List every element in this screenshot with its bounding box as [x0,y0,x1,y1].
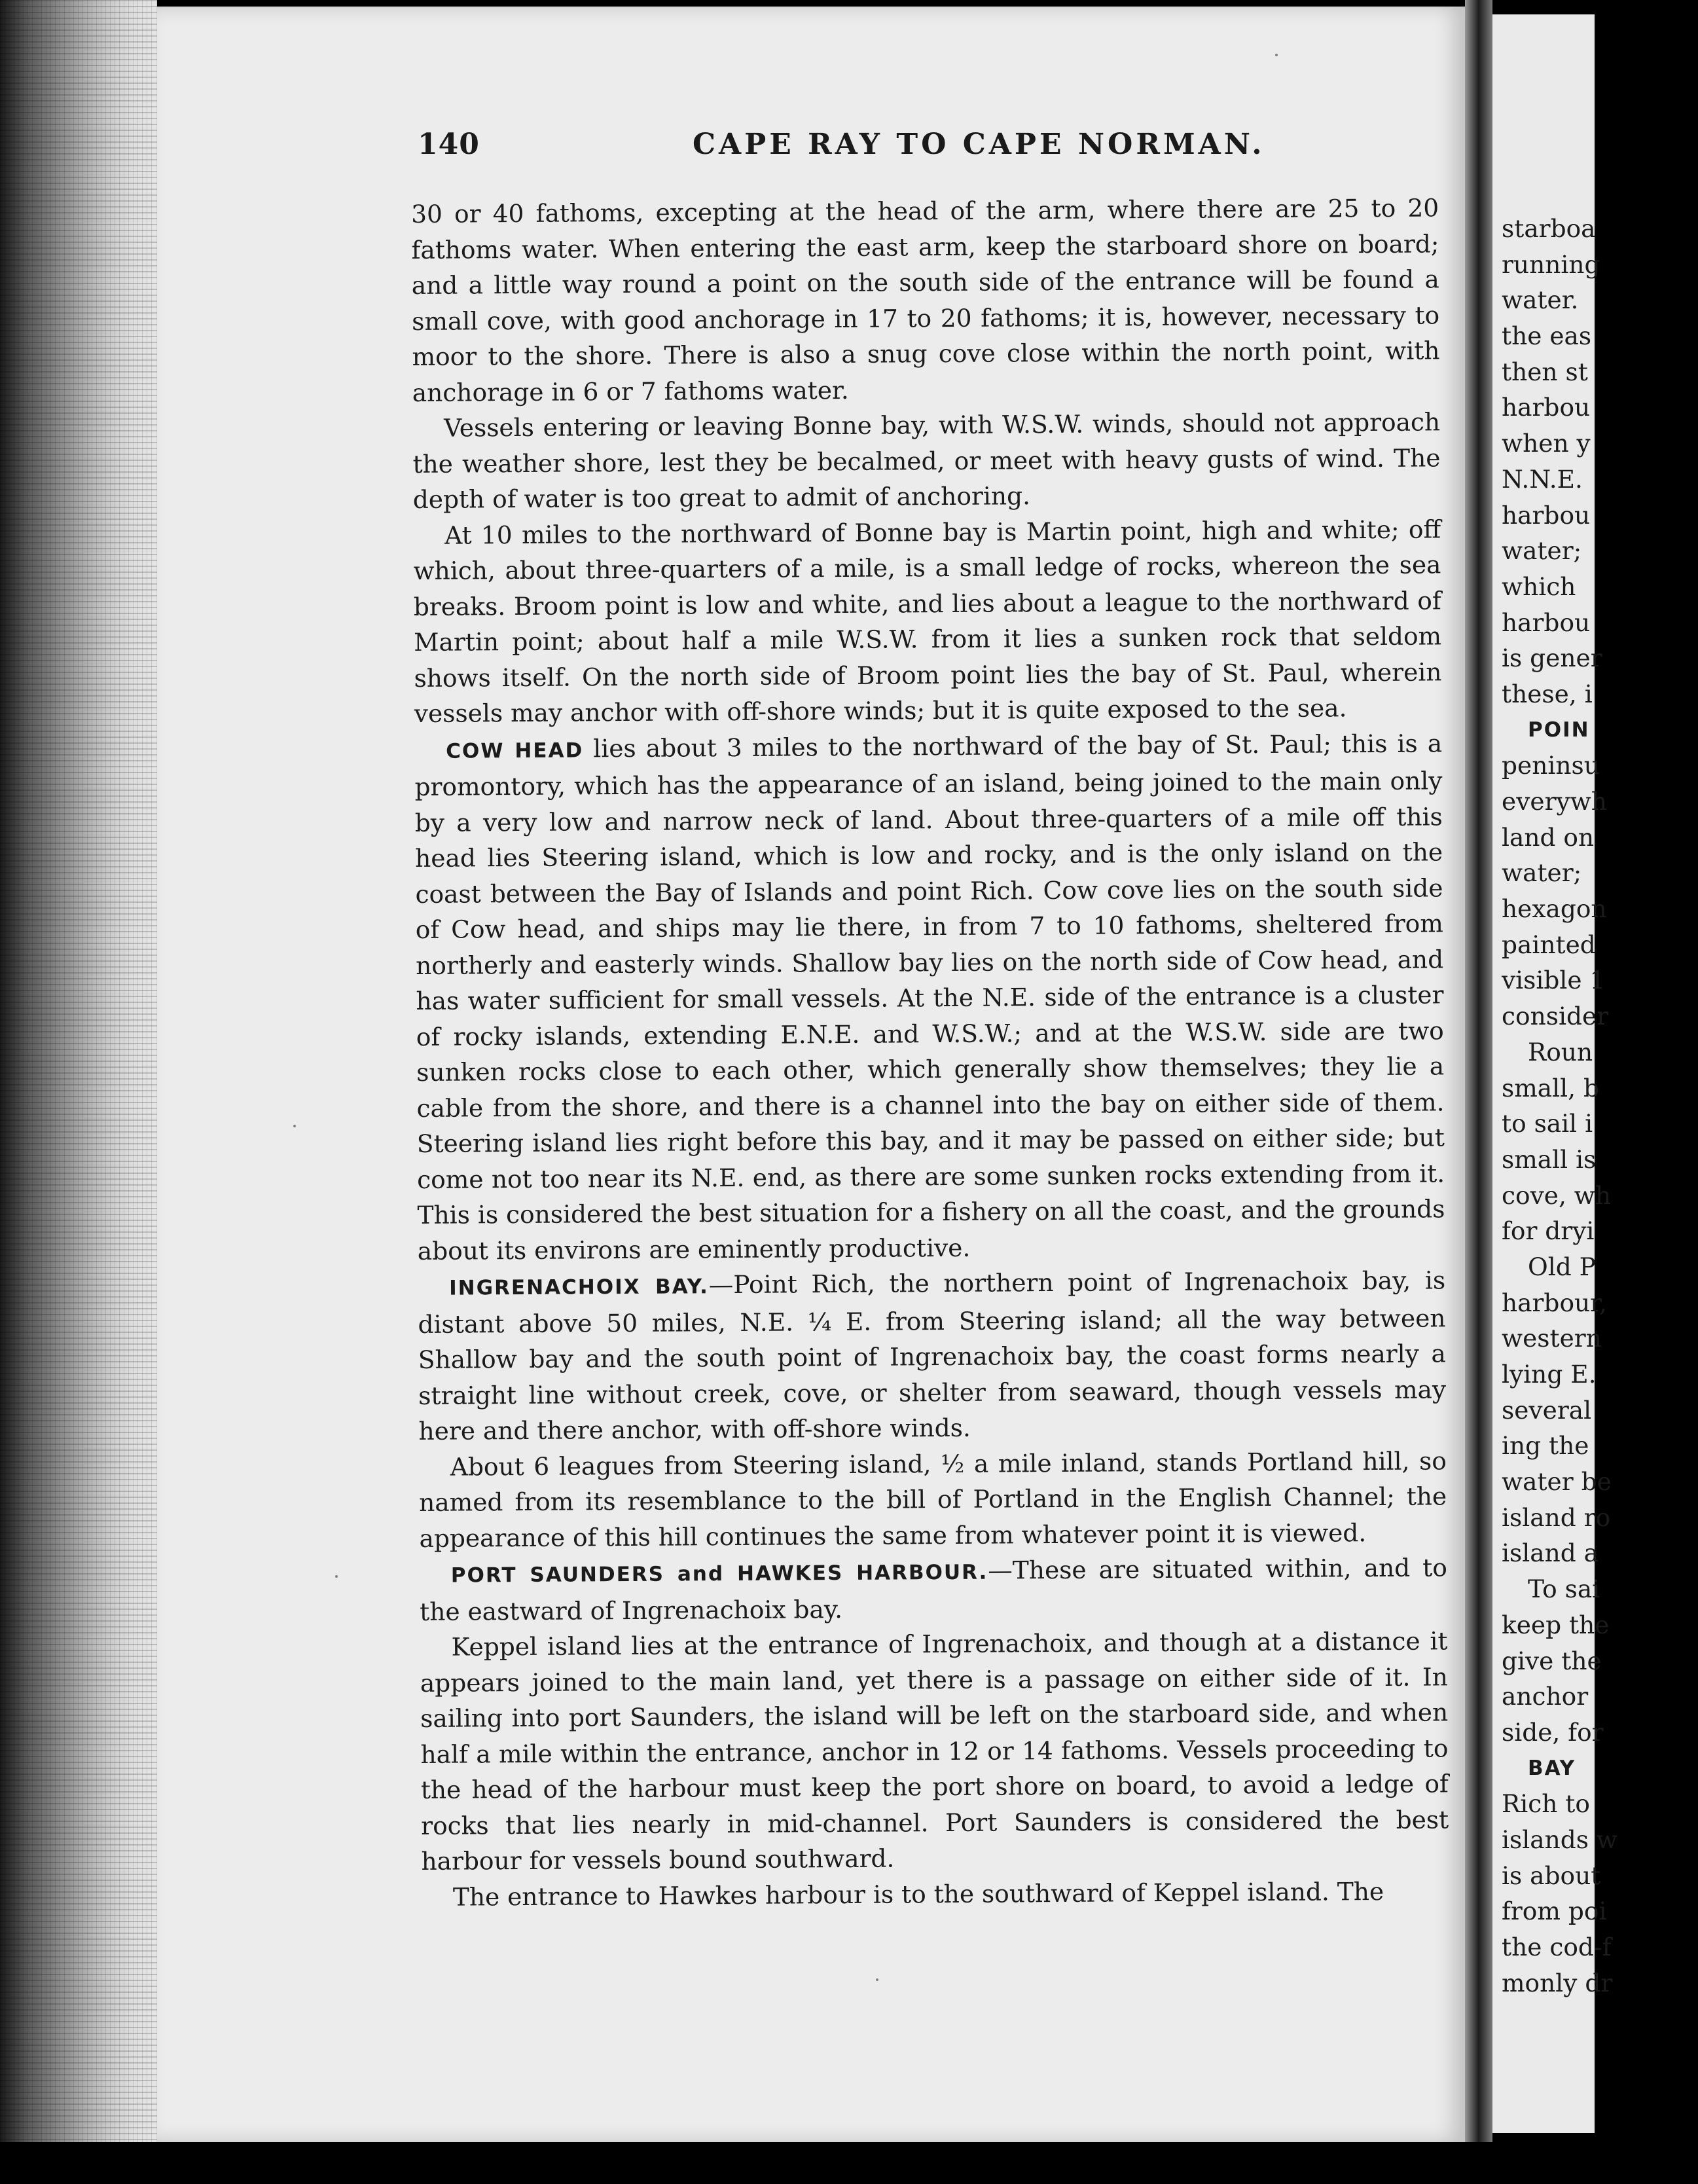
right-page-line-fragment: POIN [1528,718,1590,742]
right-page-line-fragment: for dryi [1502,1216,1595,1246]
book-edge-left [0,0,157,2184]
right-page-line-fragment: to sail i [1502,1109,1593,1138]
right-page-line-fragment: harbour, [1502,1288,1607,1317]
page-header [418,128,1583,167]
right-page-line-fragment: from poi [1502,1897,1607,1926]
right-page-line-fragment: starboa [1502,214,1596,243]
right-page-line-fragment: small, b [1502,1073,1599,1102]
paragraph-text: The entrance to Hawkes harbour is to the southward of Keppel island. The [452,1876,1384,1912]
right-page-line-fragment: Rich to [1502,1789,1590,1819]
paragraph-text: At 10 miles to the northward of Bonne bay is Martin point, high and white; off which, about three-quarters of a mile, is a small ledge of rocks, whereon the sea breaks. Broom point is low and white, and lies about a league to the northward of Martin point; about half a mile W.S.W. from it lies a sunken rock that seldom shows itself. On the north side of Broom point lies the bay of St. Paul, wherein vessels may anchor with off-shore winds; but it is quite exposed to the sea. [413,514,1442,728]
paragraph [418,1262,1447,1449]
right-page-line-fragment: painted [1502,930,1596,959]
scan-speck [335,1575,338,1578]
right-page-line-fragment: several [1502,1395,1592,1425]
right-page-line-fragment: islands w [1502,1825,1618,1854]
right-page-line-fragment: water; [1502,858,1582,888]
right-page-line-fragment: BAY [1528,1756,1576,1780]
right-page-line-fragment: the cod-f [1502,1933,1612,1961]
right-page-line-fragment: is about [1502,1861,1601,1890]
right-page-line-fragment: monly dr [1502,1968,1613,1997]
right-page-line-fragment: keep the [1502,1610,1610,1639]
paragraph-text: —Point Rich, the northern point of Ingrenachoix bay, is distant above 50 miles, N.E. ¼ E. from Steering island; all the way between Shallow bay and the south point of Ingrenachoix bay, the coast forms nearly a straight line without creek, cove, or shelter from seaward, though vessels may here and there anchor, with off-shore winds. [418,1265,1447,1446]
paragraph-text: About 6 leagues from Steering island, ½ a mile inland, stands Portland hill, so named from its resemblance to the bill of Portland in the English Channel; the appearance of this hill continues the same from whatever point it is viewed. [419,1446,1447,1553]
right-page-line-fragment: these, i [1502,679,1593,708]
right-page-line-fragment: western [1502,1324,1602,1353]
section-heading-cow-head: COW HEAD [446,738,584,763]
section-heading-port-saunders: PORT SAUNDERS and HAWKES HARBOUR. [450,1560,988,1588]
paragraph-text: 30 or 40 fathoms, excepting at the head of the arm, where there are 25 to 20 fathoms water. When entering the east arm, keep the starboard shore on board; and a little way round a point on the south side of the entrance will be found a small cove, with good anchorage in 17 to 20 fathoms; it is, however, necessary to moor to the shore. There is also a snug cove close within the north point, with anchorage in 6 or 7 fathoms water. [411,193,1440,407]
right-page-line-fragment: cove, wh [1502,1180,1612,1210]
right-page-line-fragment: consider [1502,1002,1609,1031]
right-page-line-fragment: is gener [1502,644,1602,673]
paragraph [420,1550,1448,1629]
right-page-line-fragment: the eas [1502,321,1592,351]
right-page-column [1502,211,1698,2001]
book-gutter [1465,0,1492,2184]
page-number: 140 [418,128,480,161]
right-page-line-fragment: island a [1502,1538,1599,1568]
right-page-line-fragment: land on [1502,822,1595,852]
paragraph-text: —These are situated within, and to the eastward of Ingrenachoix bay. [420,1553,1447,1626]
right-page-line-fragment: running [1502,249,1600,279]
right-page-line-fragment: peninsu [1502,751,1600,780]
section-heading-ingrenachoix-bay: INGRENACHOIX BAY. [449,1275,709,1300]
right-page-partial [1492,14,1618,2133]
right-page-line-fragment: water; [1502,536,1582,566]
paragraph [419,1443,1447,1556]
paragraph-text: Vessels entering or leaving Bonne bay, with W.S.W. winds, should not approach the weather shore, lest they be becalmed, or meet with heavy gusts of wind. The depth of water is too great to admit of anchoring. [412,407,1441,514]
right-page-line-fragment: Old P [1528,1252,1596,1281]
right-page-line-fragment: side, for [1502,1717,1604,1747]
paragraph-text: lies about 3 miles to the northward of the bay of St. Paul; this is a promontory, which has the appearance of an island, being joined to the main only by a very low and narrow neck of land. About three-quarters of a mile off this head lies Steering island, which is low and rocky, and is the only island on the coast between the Bay of Islands and point Rich. Cow cove lies on the south side of Cow head, and ships may lie there, in from 7 to 10 fathoms, sheltered from northerly and easterly winds. Shallow bay lies on the north side of Cow head, and has water sufficient for small vessels. At the N.E. side of the entrance is a cluster of rocky islands, extending E.N.E. and W.S.W.; and at the W.S.W. side are two sunken rocks close to each other, which generally show themselves; they lie a cable from the shore, and there is a channel into the bay on either side of them. Steering island lies right before this bay, and it may be passed on either side; but come not too near its N.E. end, as there are some sunken rocks extending from it. This is considered the best situation for a fishery on all the coast, and the grounds about its environs are eminently productive. [414,728,1445,1265]
right-page-line-fragment: anchor [1502,1682,1589,1711]
paragraph [422,1873,1449,1915]
right-page-line-fragment: visible 1 [1502,966,1606,995]
scan-bottom-border [0,2142,1595,2184]
right-page-line-fragment: harbou [1502,500,1591,530]
paragraph [412,404,1441,517]
right-page-line-fragment: water be [1502,1467,1612,1497]
right-page-line-fragment: when y [1502,429,1591,458]
page-body [411,190,1449,1915]
running-head: CAPE RAY TO CAPE NORMAN. [693,128,1265,161]
right-page-line-fragment: small is [1502,1144,1597,1174]
right-page-line-fragment: harbou [1502,608,1591,637]
right-page-line-fragment: ing the [1502,1431,1589,1461]
right-page-line-fragment: lying E. [1502,1360,1597,1389]
scan-speck [293,1125,296,1127]
paragraph [414,725,1445,1269]
right-page-line-fragment: everywh [1502,787,1607,816]
paragraph-text: Keppel island lies at the entrance of Ingrenachoix, and though at a distance it appears joined to the main land, yet there is a passage on either side of it. In sailing into port Saunders, the island will be left on the starboard side, and when half a mile within the entrance, anchor in 12 or 14 fathoms. Vessels proceeding to the head of the harbour must keep the port shore on board, to avoid a ledge of rocks that lies nearly in mid-channel. Port Saunders is considered the best harbour for vessels bound southward. [420,1626,1449,1876]
right-page-line-fragment: hexagon [1502,894,1607,924]
scan-speck [876,1978,878,1981]
paragraph [411,190,1440,410]
right-page-line-fragment: which [1502,572,1576,601]
right-page-line-fragment: island ro [1502,1502,1611,1532]
paragraph [413,511,1442,732]
right-page-line-fragment: Roun [1528,1037,1593,1066]
paragraph [420,1623,1449,1879]
scan-speck [1275,54,1278,56]
right-page-line-fragment: To sai [1528,1574,1600,1604]
right-page-line-fragment: give the [1502,1646,1602,1675]
right-page-line-fragment: then st [1502,357,1588,386]
right-page-line-fragment: harbou [1502,393,1591,422]
right-page-line-fragment: N.N.E. [1502,464,1583,494]
right-page-line-fragment: water. [1502,285,1579,315]
